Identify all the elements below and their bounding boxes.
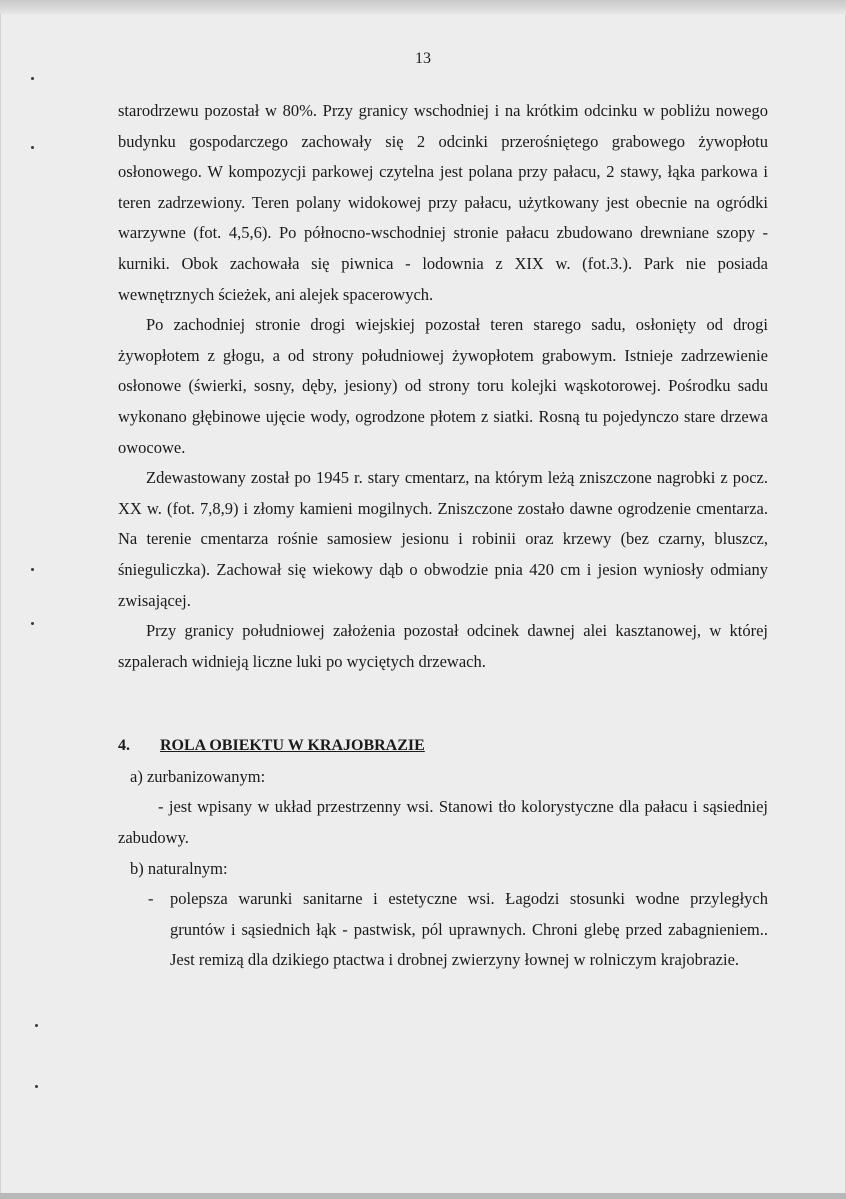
scan-speck <box>31 568 34 571</box>
scan-speck <box>35 1024 38 1027</box>
paragraph: Przy granicy południowej założenia pozostał odcinek dawnej alei kasztanowej, w której szpalerach widnieją liczne luki po wyciętych drzewach. <box>118 621 768 671</box>
scan-bottom-edge <box>0 1193 846 1199</box>
paragraph: Po zachodniej stronie drogi wiejskiej pozostał teren starego sadu, osłonięty od drogi żywopłotem z głogu, a od strony południowej żywopłotem grabowym. Istnieje zadrzewienie osłonowe (świerki, sosny, dęby, jesiony) od strony toru kolejki wąskotorowej. Pośrodku sadu wykonano głębinowe ujęcie wody, ogrodzone płotem z siatki. Rosną tu pojedynczo stare drzewa owocowe. <box>118 315 768 457</box>
subsection-label-b: b) naturalnym: <box>130 858 228 878</box>
list-dash: - <box>148 889 154 909</box>
subsection-text-a: - jest wpisany w układ przestrzenny wsi. Stanowi tło kolorystyczne dla pałacu i sąsiedniej zabudowy. <box>118 797 768 848</box>
paragraph: starodrzewu pozostał w 80%. Przy granicy wschodniej i na krótkim odcinku w pobliżu nowego budynku gospodarczego zachowały się 2 odcinki przerośniętego grabowego żywopłotu osłonowego. W kompozycji parkowej czytelna jest polana przy pałacu, 2 stawy, łąka parkowa i teren zadrzewiony. Teren polany widokowej przy pałacu, użytkowany jest obecnie na ogródki warzywne (fot. 4,5,6). Po północno-wschodniej stronie pałacu zbudowano drewniane szopy - kurniki. Obok zachowała się piwnica - lodownia z XIX w. (fot.3.). Park nie posiada wewnętrznych ścieżek, ani alejek spacerowych. <box>118 101 768 304</box>
section-title: ROLA OBIEKTU W KRAJOBRAZIE <box>160 737 425 755</box>
paragraph: Zdewastowany został po 1945 r. stary cmentarz, na którym leżą zniszczone nagrobki z pocz. XX w. (fot. 7,8,9) i złomy kamieni mogilnych. Zniszczone zostało dawne ogrodzenie cmentarza. Na terenie cmentarza rośnie samosiew jesionu i robinii oraz krzewy (bez czarny, bluszcz, śnieguliczka). Zachował się wiekowy dąb o obwodzie pnia 420 cm i jesion wyniosły odmiany zwisającej. <box>118 468 768 610</box>
section-number: 4. <box>118 737 130 755</box>
scan-speck <box>31 77 34 80</box>
page-number: 13 <box>415 50 431 67</box>
section-heading <box>118 731 768 762</box>
scan-speck <box>31 622 34 625</box>
body-text <box>118 96 768 976</box>
scan-top-edge <box>0 0 846 14</box>
scan-speck <box>31 146 34 149</box>
list-item-text: polepsza warunki sanitarne i estetyczne wsi. Łagodzi stosunki wodne przyległych gruntów i sąsiednich łąk - pastwisk, pól uprawnych. Chroni glebę przed zabagnieniem.. Jest remizą dla dzikiego ptactwa i drobnej zwierzyny łownej w rolniczym krajobrazie. <box>170 889 768 970</box>
subsection-label-a: a) zurbanizowanym: <box>130 766 266 786</box>
list-item <box>148 884 768 976</box>
scan-speck <box>35 1085 38 1088</box>
